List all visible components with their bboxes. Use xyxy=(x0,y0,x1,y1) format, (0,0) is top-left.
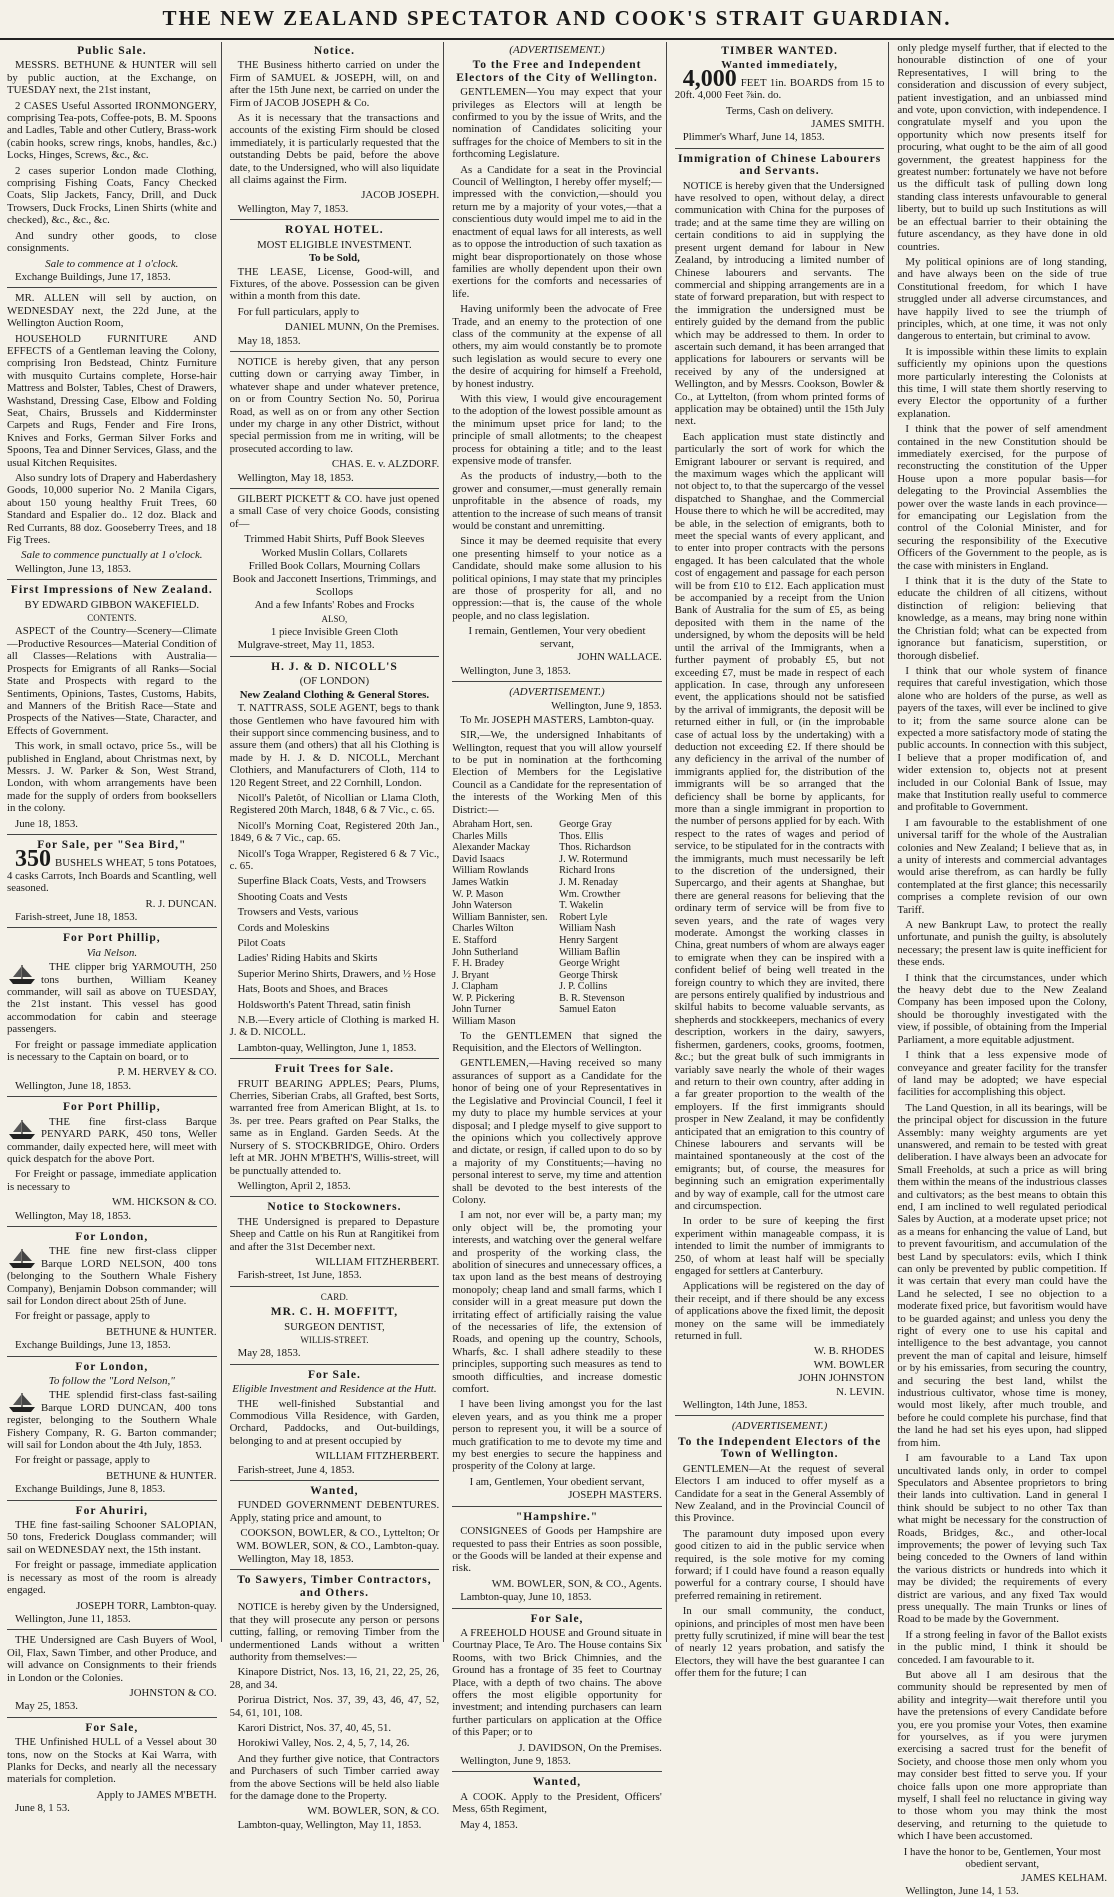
divider xyxy=(675,148,885,149)
sawyers-liability: And they further give notice, that Contractors and Purchasers of such Timber carried away from the above Sections will be held also liable for the damage done to the Property. xyxy=(229,1752,440,1802)
debentures-heading: Wanted, xyxy=(310,1485,359,1498)
chinese-paragraph: Applications will be registered on the day of their receipt, and if there should be any excess of applications above the fixed limit, the deposit money on the same will be immediately returned in full. xyxy=(674,1280,885,1343)
nicoll-item: Holdsworth's Patent Thread, satin finish xyxy=(237,998,411,1011)
advertisement-label: (ADVERTISEMENT.) xyxy=(509,685,605,698)
electors-heading: To the Free and Independent Electors of the City of Wellington. xyxy=(456,59,658,84)
advertisement-label: (ADVERTISEMENT.) xyxy=(731,1420,828,1433)
timber-address: Plimmer's Wharf, June 14, 1853. xyxy=(682,131,825,144)
wallace-date: Wellington, June 3, 1853. xyxy=(460,664,571,677)
kelham-paragraph: The paramount duty imposed upon every good citizen to aid in the public service when required, is the sole motive for my coming forward; if I could have found a reason equally powerful for a contrary course, I should have preferred remaining in retirement. xyxy=(674,1527,885,1602)
hampshire-address: Lambton-quay, June 10, 1853. xyxy=(460,1591,592,1604)
seabird-quantity: 350 xyxy=(15,846,51,873)
bethune-intro: MESSRS. BETHUNE & HUNTER will sell by public auction, at the Exchange, on TUESDAY next, the 21st instant, xyxy=(7,59,217,97)
nicoll-item: Pilot Coats xyxy=(237,937,286,949)
pickett-item: Frilled Book Collars, Mourning Collars xyxy=(248,560,421,573)
hull-signature: Apply to JAMES M'BETH. xyxy=(96,1788,217,1801)
salopian-ad: THE fine fast-sailing Schooner SALOPIAN, 50 tons, Frederick Douglass commander; will sail on WEDNESDAY next, the 15th instant. xyxy=(7,1519,217,1556)
ship-icon xyxy=(7,1247,37,1269)
nicoll-item: Nicoll's Paletôt, of Nicollian or Llama Cloth, Registered 20th March, 1848, 6 & 7 Vic., c. 65. xyxy=(229,791,440,817)
timber-wanted-sub: Wanted immediately, xyxy=(721,59,838,72)
signatory: Henry Sargent xyxy=(559,934,619,946)
fruit-date: Wellington, April 2, 1853. xyxy=(237,1179,351,1192)
masters-signature: JOSEPH MASTERS. xyxy=(568,1489,662,1502)
signatory: William Baflin xyxy=(559,946,621,958)
firm-change-notice: THE Business hitherto carried on under the Firm of SAMUEL & JOSEPH, will, on and after the 15th June next, be carried on under the Firm of JACOB JOSEPH & Co. xyxy=(229,59,440,109)
wallace-signature: JOHN WALLACE. xyxy=(577,651,662,664)
wallace-paragraph: With this view, I would give encouragement to the adoption of the lowest possible amount as the minimum upset price for land; to the principle of small allotments; to the cheapest process for obtaining a title; and to the least expensive mode of transfer. xyxy=(452,392,662,467)
masters-requisition: SIR,—We, the undersigned Inhabitants of Wellington, request that you will allow yourself to be put in nomination at the forthcoming Election of Members for the Legislative Council as a Candidate for the representation of the interests of the Working Men of this District:— xyxy=(452,729,662,816)
stockowners-ad: THE Undersigned is prepared to Depasture Sheep and Cattle on his Run at Rangitikei from and after the 31st December next. xyxy=(229,1215,440,1253)
sawyers-heading: To Sawyers, Timber Contractors, and Others. xyxy=(237,1574,432,1599)
chinese-signatory: JOHN JOHNSTON xyxy=(798,1372,885,1385)
penyard-ad: THE fine first-class Barque PENYARD PARK, 450 tons, Weller commander, daily expected here, will meet with quick despatch for the above Port. xyxy=(7,1115,217,1165)
pickett-item: Book and Jacconett Insertions, Trimmings, and Scollops xyxy=(232,573,437,598)
divider xyxy=(7,287,217,288)
signatory: Robert Lyle xyxy=(559,911,608,923)
kelham-paragraph: I think that a less expensive mode of conveyance and greater facility for the transfer of land may be adopted; we have especial facilities for accomplishing this object. xyxy=(897,1049,1108,1099)
pickett-item: Trimmed Habit Shirts, Puff Book Sleeves xyxy=(244,533,425,546)
divider xyxy=(230,488,440,489)
signatory: William Bannister, sen. xyxy=(452,911,548,923)
cook-heading: Wanted, xyxy=(532,1776,582,1789)
hutt-subheading: Eligible Investment and Residence at the Hutt. xyxy=(232,1383,437,1396)
signatories-left xyxy=(452,819,555,1028)
debentures-ad: FUNDED GOVERNMENT DEBENTURES. Apply, stating price and amount, to xyxy=(229,1499,440,1524)
chinese-paragraph: Each application must state distinctly and particularly the sort of work for which the Emigrant labourer or servant is required, and the maximum wages which the applicant will not object to, to that the supercargo of the vessel dispatched to Shanghae, and the Commercial House there to which he will be accredited, may be able, in the selection of emigrants, both to meet the special wants of every applicant, and to enter into proper contracts with the persons engaged. It has been calculated that the whole cost of engagement and passage for each person will be from £10 to £12. Each application must be accompanied by a receipt from the Union Bank of Australia for the sum of £5, as being deposited with them in the name of the undersigned, by whom the deposits will be held until the arrival of the Immigrants, when a further payment of probably £5, but not exceeding £7, must be made in respect of each application. In case, through any unforeseen event, the applications should not be satisfied by the arrival of immigrants, the deposit will be returned either in full, or (in the improbable case of actual loss by the undertaking) with a deduction not exceeding £2. If there should be any deficiency in the arrival of the number of immigrants applied for, the distribution of the immigrants will be so arranged that the deficiency shall be borne by applicants, for more than a single immigrant in proportion to the number of persons applied for by each. With respect to the rates of wages and period of service, to be stipulated for in the contracts with the immigrants, much must necessarily be left to the discretion of the undersigned, their Supercargo, and their agents at Shanghae, but there are general reasons for believing that the ordinary term of service will be from five to seven years, and the rate of wages very moderate. Amongst the working classes in China, great numbers of whom are always eager to emigrate when they can be inspired with a confident belief of being well treated in the foreign country to which they are invited, there are persons entirely qualified by industrious and skilful habits to become valuable servants, as shepherds and stockkeepers, mechanics of every description, workers in the dairy, sawyers, fishermen, gardeners, cooks, grooms, footmen, &c.; but the great bulk of such immigrants in variably save nearly the whole of their wages and return to their own country, after adding in a far greater proportion to the wealth of the employers. If the first immigrants should prosper in New Zealand, it may be confidently anticipated that an emigration to this country of Chinese labourers and servants will be maintained spontaneously at the cost of the emigrants; but, of course, the measures for beginning such an emigration experimentally and by way of example, call for the utmost care and circumspection. xyxy=(674,430,885,1212)
kelham-paragraph: only pledge myself further, that if elected to the honourable distinction of one of your Representatives, I will bring to the consideration and discussion of every subject, patient investigation, and an unbiassed mind and vote, upon conviction, with independence. I congratulate myself and you upon the opportunity which now presents itself for procuring, what ought to be the aim of all good government, the greatest happiness for the greatest number: fortunately we have not before us the difficult task of pulling down long standing class interests unfavourable to general liberty, but to build up such Institutions as will be an effectual barrier to their obtaining the future ascendancy, as they have done in old countries. xyxy=(897,42,1108,253)
hampshire-heading: "Hampshire." xyxy=(515,1510,599,1523)
masters-paragraph: I have been living amongst you for the last eleven years, and as you think me a proper person to represent you, it will be a source of much gratification to me to devote my time and my best energies to secure the happiness and prosperity of the Colony at large. xyxy=(452,1398,662,1473)
seabird-address: Farish-street, June 18, 1853. xyxy=(15,911,138,923)
ahuriri-heading: For Ahuriri, xyxy=(75,1504,149,1517)
divider xyxy=(230,1286,440,1287)
signatory: F. H. Bradey xyxy=(452,958,504,970)
divider xyxy=(230,1364,440,1365)
royal-hotel-apply: For full particulars, apply to xyxy=(237,305,360,318)
phillip-freight: For freight or passage immediate application is necessary to the Captain on board, or to xyxy=(7,1038,217,1064)
chinese-paragraph: In order to be sure of keeping the first experiment within manageable compass, it is intended to limit the number of immigrants to 250, of whom at least half will be specially engaged for settlers at Canterbury. xyxy=(674,1215,885,1277)
divider xyxy=(7,1500,217,1501)
nicoll-address: Lambton-quay, Wellington, June 1, 1853. xyxy=(237,1041,417,1054)
freehold-date: Wellington, June 9, 1853. xyxy=(460,1755,571,1767)
cash-buyers-date: May 25, 1853. xyxy=(15,1700,78,1713)
hutt-signature: WILLIAM FITZHERBERT. xyxy=(315,1450,440,1463)
signatory: Thos. Richardson xyxy=(559,842,631,854)
column-5 xyxy=(894,42,1110,1897)
divider xyxy=(452,681,662,682)
sawyers-kinapore: Kinapore District, Nos. 13, 16, 21, 22, 25, 26, 28, and 34. xyxy=(229,1666,440,1691)
divider xyxy=(230,1058,440,1059)
firm-debts-notice: As it is necessary that the transactions and accounts of the existing Firm should be closed immediately, it is particularly requested that the outstanding Debts be paid, before the above date, to the Undersigned, who will also liquidate all claims against the Firm. xyxy=(229,112,440,187)
nicoll-item: Shooting Coats and Vests xyxy=(237,890,348,903)
nicoll-item: Superfine Black Coats, Vests, and Trowsers xyxy=(237,875,427,888)
signatory: John Waterson xyxy=(452,900,513,912)
divider xyxy=(675,1415,885,1416)
allen-intro: MR. ALLEN will sell by auction, on WEDNESDAY next, the 22d June, at the Wellington Auction Room, xyxy=(7,292,217,330)
divider xyxy=(230,656,440,657)
columns xyxy=(4,42,1110,1897)
alzdorf-date: Wellington, May 18, 1853. xyxy=(237,471,354,484)
seabird-ad xyxy=(7,846,217,895)
timber-terms: Terms, Cash on delivery. xyxy=(725,104,834,117)
timber-wanted-heading: TIMBER WANTED. xyxy=(721,45,838,57)
divider xyxy=(7,1717,217,1718)
kelham-paragraph: The Land Question, in all its bearings, will be the principal object for discussion in the future Assembly: many weighty arguments are yet unanswered, and remain to be tested with great deliberation. I have always been an advocate for Small Freeholds, at such a price as will bring them within the means of the industrious classes and cultivators; as the best means to obtain this end, I am inclined to well regulated periodical Sales by Auction, at a moderate upset price; not as a means for enhancing the value of Land, but to prevent favouritism, and accumulation of the best Land by speculators: evils, which I think can only be prevented by public competition. If it was certain that every man could have the Land he selected, I see no objection to a moderate fixed price, but favoritism would have to be guarded against; and unless you deny the right of every one to use his capital and intelligence to the best advantage, you cannot prevent the man of capital and leisure, himself or by his emissaries, from securing the country, and securing the best land, whilst the industrious cultivator, whose time is money, would most likely, after much trouble, and before he could complete his purchase, find that the land he had set his eyes upon, had slipped from him. xyxy=(897,1101,1108,1449)
phillip-heading: For Port Phillip, xyxy=(63,932,161,945)
signatories-list xyxy=(452,819,662,1028)
fruit-ad: FRUIT BEARING APPLES; Pears, Plums, Cherries, Siberian Crabs, all Grafted, best Sorts, warranted free from American Blight, at 1s. to 3s. per tree. Pears grafted on Pear Stalks, the same as in England. Garden Seeds. At the Nursery of S. STOCKBRIDGE, Ohiro. Orders left at MR. JOHN M'BETH'S, Willis-street, will be punctually attended to. xyxy=(229,1077,440,1177)
royal-hotel-lease: THE LEASE, License, Good-will, and Fixtures, of the above. Possession can be given within a month from this date. xyxy=(229,265,440,303)
nicoll-subheading: New Zealand Clothing & General Stores. xyxy=(239,688,430,701)
nicoll-heading: H. J. & D. NICOLL'S xyxy=(271,660,398,673)
ahuriri-freight: For freight or passage, immediate application is necessary as most of the room is already engaged. xyxy=(7,1559,217,1597)
kelham-closing: I have the honor to be, Gentlemen, Your most obedient servant, xyxy=(903,1845,1101,1871)
wallace-paragraph: Since it may be deemed requisite that every one presenting himself to your notice as a Candidate, should make some allusion to his political opinions, I may state that my principles are those of prosperity for all, and no oppression:—that is, the cause of the whole people, and no class legislation. xyxy=(452,535,662,622)
signatory: T. Wakelin xyxy=(559,900,604,912)
bethune-address: Exchange Buildings, June 17, 1853. xyxy=(15,270,171,283)
signatory: J. Bryant xyxy=(452,969,489,981)
chinese-immigration-heading: Immigration of Chinese Labourers and Servants. xyxy=(677,152,882,178)
signatory: W. P. Pickering xyxy=(452,992,515,1004)
timber-text: FEET 1in. BOARDS from 15 to 20ft. 4,000 Feet ⅞in. do. xyxy=(674,76,885,102)
signatory: Charles Mills xyxy=(452,830,508,842)
london2-freight: For freight or passage, apply to xyxy=(15,1454,150,1467)
masters-closing: I am, Gentlemen, Your obedient servant, xyxy=(469,1475,645,1488)
masters-paragraph: GENTLEMEN,—Having received so many assurances of support as a Candidate for the honor of being one of your Representatives in the Legislative and Provincial Council, I feel it my duty to place my humble services at your disposal; and I pledge myself to give support to the opinions which you collectively approve and dictate, or resign, if called upon to do so by a majority of my Constituents;—having no personal interest to serve, my time and attention shall be devoted to the best interests of the Colony. xyxy=(452,1057,662,1206)
timber-notice: NOTICE is hereby given, that any person cutting down or carrying away Timber, in whatever shape and under whatever pretence, on or from Country Section No. 50, Porirua Road, as well as on or from any other Section under my charge in any other District, without special permission from me in writing, will be prosecuted according to law. xyxy=(229,355,440,455)
notice-date: Wellington, May 7, 1853. xyxy=(237,202,349,215)
ahuriri-date: Wellington, June 11, 1853. xyxy=(15,1612,131,1625)
moffitt-address: WILLIS-STREET. xyxy=(300,1334,369,1345)
furniture-sale-time: Sale to commence punctually at 1 o'clock. xyxy=(21,549,203,562)
pickett-cloth: 1 piece Invisible Green Cloth xyxy=(270,626,398,639)
sawyers-notice: NOTICE is hereby given by the Undersigned, that they will prosecute any person or persons cutting, falling, or removing Timber from the undermentioned Lands without a written authority from themselves:— xyxy=(229,1601,440,1663)
nicoll-item: Nicoll's Toga Wrapper, Registered 6 & 7 Vic., c. 65. xyxy=(229,847,440,872)
chinese-signatory: WM. BOWLER xyxy=(813,1358,885,1371)
divider xyxy=(452,1771,662,1772)
wakefield-heading: First Impressions of New Zealand. xyxy=(10,584,213,597)
chinese-signatory: W. B. RHODES xyxy=(814,1345,885,1358)
nicoll-item: Cords and Moleskins xyxy=(237,921,330,934)
phillip-signature: P. M. HERVEY & CO. xyxy=(117,1066,217,1079)
royal-hotel-tobesold: To be Sold, xyxy=(308,252,360,265)
london2-follow: To follow the "Lord Nelson," xyxy=(48,1375,175,1387)
chinese-date: Wellington, 14th June, 1853. xyxy=(682,1399,808,1412)
hull-heading: For Sale, xyxy=(85,1721,139,1734)
hutt-heading: For Sale. xyxy=(307,1368,361,1381)
yarmouth-ad: THE clipper brig YARMOUTH, 250 tons burthen, William Keaney commander, will sail as above on TUESDAY, the 21st instant. This vessel has good accommodation for cabin and steerage passengers. xyxy=(7,961,217,1036)
signatory: J. Clapham xyxy=(452,981,499,993)
kelham-addressee: To the Independent Electors of the Town of Wellington. xyxy=(677,1435,882,1461)
nicoll-item: Ladies' Riding Habits and Skirts xyxy=(237,952,378,965)
wakefield-author: BY EDWARD GIBBON WAKEFIELD. xyxy=(24,598,200,611)
lord-nelson-ad: THE fine new first-class clipper Barque LORD NELSON, 400 tons (belonging to the Southern Whale Fishery Company), Benjamin Dobson commander; will sail for London direct about 25th of June. xyxy=(7,1245,217,1307)
sale-time: Sale to commence at 1 o'clock. xyxy=(45,257,179,270)
nicoll-london: (OF LONDON) xyxy=(299,675,370,688)
moffitt-date: May 28, 1853. xyxy=(237,1347,301,1360)
column-2 xyxy=(227,42,443,1831)
london-address: Exchange Buildings, June 13, 1853. xyxy=(15,1339,171,1352)
column-rule xyxy=(221,42,226,1642)
london2-signature: BETHUNE & HUNTER. xyxy=(105,1469,217,1482)
nicoll-item: Hats, Boots and Shoes, and Braces xyxy=(237,983,388,996)
signatory: William Mason xyxy=(452,1016,516,1028)
phillip-date: Wellington, June 18, 1853. xyxy=(15,1079,132,1092)
masters-date: Wellington, June 9, 1853. xyxy=(551,700,662,713)
freehold-signature: J. DAVIDSON, On the Premises. xyxy=(518,1741,662,1754)
divider xyxy=(7,834,217,835)
ironmongery-ad: 2 CASES Useful Assorted IRONMONGERY, comprising Tea-pots, Coffee-pots, B. M. Spoons and Ladles, Table and other Cutlery, Brass-work (cabin hooks, screw rings, knobs, handles, &c.) Locks, Hinges, Screws, &c., &c. xyxy=(7,99,217,162)
debentures-date: Wellington, May 18, 1853. xyxy=(237,1553,354,1566)
clothing-ad: 2 cases superior London made Clothing, comprising Fishing Coats, Fancy Checked Coats, Slip Jackets, Fancy, Drill, and Duck Trowsers, Duck Frocks, Linen Shirts (white and checked), &c., &c., &c. xyxy=(7,164,217,227)
hampshire-ad: CONSIGNEES of Goods per Hampshire are requested to pass their Entries as soon possible, or the Goods will be landed at their expense and risk. xyxy=(452,1525,662,1575)
kelham-paragraph: If a strong feeling in favor of the Ballot exists in the public mind, I think it should be conceded. I am favourable to it. xyxy=(897,1628,1108,1666)
phillip2-heading: For Port Phillip, xyxy=(63,1101,161,1114)
signatories-right xyxy=(559,819,662,1028)
nicoll-item: Superior Merino Shirts, Drawers, and ½ Hose xyxy=(237,967,436,980)
column-rule xyxy=(666,42,671,1642)
column-1 xyxy=(4,42,220,1815)
nicoll-item: Nicoll's Morning Coat, Registered 20th Jan., 1849, 6 & 7 Vic., cap. 65. xyxy=(229,819,440,845)
masters-reply-addressee: To the GENTLEMEN that signed the Requisition, and the Electors of Wellington. xyxy=(452,1029,662,1055)
signatory: George Wright xyxy=(559,958,620,970)
wallace-closing: I remain, Gentlemen, Your very obedient servant, xyxy=(468,625,646,650)
phillip-via: Via Nelson. xyxy=(86,946,138,959)
advertisement-label: (ADVERTISEMENT.) xyxy=(509,44,605,56)
divider xyxy=(7,579,217,580)
stockowners-heading: Notice to Stockowners. xyxy=(267,1201,402,1214)
notice-heading: Notice. xyxy=(313,45,355,57)
seabird-heading: For Sale, per "Sea Bird," xyxy=(37,838,187,851)
divider xyxy=(230,351,440,352)
signatory: W. P. Mason xyxy=(452,888,504,900)
wakefield-publication: This work, in small octavo, price 5s., will be published in England, about Christmas next, by Messrs. J. W. Parker & Son, West Strand, London, with whom arrangements have been made for the supply of orders from booksellers in the colony. xyxy=(7,740,217,815)
london-freight: For freight or passage, apply to xyxy=(15,1310,150,1323)
divider xyxy=(7,1226,217,1227)
debentures-signature: COOKSON, BOWLER, & CO., Lyttelton; Or WM. BOWLER, SON, & CO., Lambton-quay. xyxy=(236,1527,440,1552)
stockowners-address: Farish-street, 1st June, 1853. xyxy=(237,1269,362,1282)
column-rule xyxy=(888,42,893,1642)
cash-buyers-signature: JOHNSTON & CO. xyxy=(129,1686,217,1699)
pickett-item: Worked Muslin Collars, Collarets xyxy=(261,546,408,559)
pickett-ad: GILBERT PICKETT & CO. have just opened a small Case of very choice Goods, consisting of— xyxy=(229,493,440,530)
signatory: William Nash xyxy=(559,923,616,935)
signatory: Charles Wilton xyxy=(452,923,514,935)
timber-signature: JAMES SMITH. xyxy=(811,118,885,131)
phillip2-freight: For Freight or passage, immediate application is necessary to xyxy=(7,1168,217,1193)
wakefield-date: June 18, 1853. xyxy=(15,817,78,830)
wallace-paragraph: As a Candidate for a seat in the Provincial Council of Wellington, I hereby offer myself;—impressed with the conviction,—should you return me by a majority of your votes,—that a conscientious duty would impel me to aid in the enactment of equal laws for all interests, as well as to oppose the introduction of such taxation as might bear disproportionately on those whose families are wholly dependent upon their own exertions for the comforts and necessaries of life. xyxy=(452,163,662,300)
hull-ad: THE Unfinished HULL of a Vessel about 30 tons, now on the Stocks at Kai Warra, with Planks for Decks, and nearly all the necessary materials for completion. xyxy=(7,1736,217,1786)
sawyers-porirua: Porirua District, Nos. 37, 39, 43, 46, 47, 52, 54, 61, 101, 108. xyxy=(229,1694,440,1719)
column-4 xyxy=(672,42,888,1680)
kelham-paragraph: I am favourable to a Land Tax upon uncultivated lands only, in order to compel Speculators and Absentee proprietors to bring their lands into cultivation. Land in general I think should be subject to no other Tax than what might be necessary for the construction of Roads, Bridges, &c., and other-local improvements; the power of levying such Tax being conceded to the Owners of land within the various districts or hundreds into which it may be divided; the requirements of every district are various, and any fixed Tax would press unequally. The main Trunks or lines of Road to be made by the Government. xyxy=(897,1452,1108,1626)
nicoll-intro: T. NATTRASS, SOLE AGENT, begs to thank those Gentlemen who have favoured him with their support since commencing business, and to assure them (and others) that all his Clothing is made by H. J. & D. NICOLL, Merchant Clothiers, and Manufacturers of Cloth, 114 to 120 Regent Street, and 22 Cornhill, London. xyxy=(229,702,440,789)
drapery-ad: Also sundry lots of Drapery and Haberdashery Goods, 10,000 superior No. 2 Manila Cigars, about 150 young healthy Fruit Trees, 60 Standard and Espalier do.. 12 doz. Black and Red Currants, 88 doz. Gooseberry Trees, and 18 Fig Trees. xyxy=(7,472,217,547)
london-signature: BETHUNE & HUNTER. xyxy=(105,1325,217,1338)
column-3 xyxy=(449,42,665,1831)
kelham-paragraph: It is impossible within these limits to explain sufficiently my opinions upon the questions more particularly interesting the Colonists at this time, I will state them shortly reserving to every Elector the opportunity of a further explanation. xyxy=(897,345,1108,420)
kelham-paragraph: I think that our whole system of finance requires that careful investigation, which those alone who are holders of the purse, as well as payers of the taxes, will ever be inclined to give to it; from the same source alone can be expected a more satisfactory mode of stating the public accounts. In connection with this subject, I believe that a proper modification of, and wider extension to, objects not at present included in our Colonial Bank of Issue, may make that Institution really useful to commerce and profitable to Government. xyxy=(897,664,1108,814)
kelham-paragraph: GENTLEMEN—At the request of several Electors I am induced to offer myself as a Candidate for a seat in the General Assembly of New Zealand, and in the Provincial Council of this Province. xyxy=(674,1462,885,1525)
ship-icon xyxy=(7,963,37,985)
divider xyxy=(230,1569,440,1570)
newspaper-title: THE NEW ZEALAND SPECTATOR AND COOK'S STRAIT GUARDIAN. xyxy=(162,6,952,30)
royal-hotel-signature: DANIEL MUNN, On the Premises. xyxy=(284,321,440,334)
signatory: J. M. Renaday xyxy=(559,876,618,888)
cook-ad: A COOK. Apply to the President, Officers' Mess, 65th Regiment, xyxy=(452,1790,662,1816)
signatory: Richard Irons xyxy=(559,865,615,877)
phillip2-date: Wellington, May 18, 1853. xyxy=(15,1209,132,1222)
hampshire-signature: WM. BOWLER, SON, & CO., Agents. xyxy=(491,1577,662,1590)
divider xyxy=(7,1096,217,1097)
kelham-paragraph: I think that it is the duty of the State to educate the children of all citizens, without distinction of religion: believing that knowledge, as a means, may bring none within the Christian fold; what can be expected from ignorance but fanaticism, superstition, or thorough disbelief. xyxy=(897,575,1108,662)
kelham-paragraph: But above all I am desirous that the community should be represented by men of ability and integrity—wait therefore until you have the pretensions of every Candidate before you, ere you promise your Votes, then examine for yourselves, as if you were jurymen exercising a sacred trust for the benefit of Society, and choose those men only whom you may consider best fitted to serve you. If your choice falls upon one more appropriate than myself, I shall feel no reluctance in giving way to those whom you may think the most deserving, and returning to the quietude to which I have been accustomed. xyxy=(897,1669,1108,1843)
signatory: E. Stafford xyxy=(452,934,497,946)
signatory: J. P. Collins xyxy=(559,981,608,993)
kelham-paragraph: A new Bankrupt Law, to protect the really unfortunate, and punish the guilty, is absolutely necessary; the present law is quite inefficient for these ends. xyxy=(897,919,1108,969)
wallace-paragraph: Having uniformly been the advocate of Free Trade, and an enemy to the protection of one class of the community at the expense of all others, my aim would constantly be to promote such legislation as would secure to every one the desire of acquiring for himself a Freehold, by honest industry. xyxy=(452,303,662,390)
divider xyxy=(452,1608,662,1609)
timber-quantity: 4,000 xyxy=(682,65,737,92)
ahuriri-signature: JOSEPH TORR, Lambton-quay. xyxy=(76,1599,217,1612)
kelham-paragraph: I think that the power of self amendment contained in the new Constitution should be immediately exercised, for the purpose of reconstructing the constitution of the Upper House upon a more popular basis—for delegating to the Provincial Assemblies the power over the waste lands in each province—for emancipating our Legislation from the control of the Colonial Minister, and for securing the responsibility of the Executive Officers of the Government to the people, as is the case with ministers in England. xyxy=(897,423,1108,572)
masters-paragraph: I am not, nor ever will be, a party man; my only object will be, the promoting your interests, and watching over the general welfare and prosperity of the working class, the abolition of sinecures and unnecessary offices, a tax upon land as the best means of destroying monopoly; cheap land and small farms, which I consider will in a great measure put down the irritating effect of artificially raising the value of the necessaries of life, the extension of Roads, and opening up the country, Schools, Wharfs, &c. I shall adhere steadily to these principles, supporting such measures as tend to smooth difficulties, and increase domestic comfort. xyxy=(452,1209,662,1396)
ship-icon xyxy=(7,1118,37,1140)
signatory: Samuel Eaton xyxy=(559,1004,616,1016)
signatory: Thos. Ellis xyxy=(559,830,604,842)
masthead xyxy=(0,0,1114,40)
kelham-paragraph: I think that the circumstances, under which the heavy debt due to the New Zealand Company has been imposed upon the Colony, should be thoroughly investigated with the view, if possible, of obtaining from the Imperial Parliament, a more equitable adjustment. xyxy=(897,971,1108,1046)
hutt-address: Farish-street, June 4, 1853. xyxy=(237,1463,355,1476)
nicoll-nb: N.B.—Every article of Clothing is marked H. J. & D. NICOLL. xyxy=(229,1014,440,1039)
cook-date: May 4, 1853. xyxy=(460,1818,518,1831)
pickett-also: ALSO, xyxy=(321,613,348,624)
divider xyxy=(230,1196,440,1197)
divider xyxy=(7,927,217,928)
sawyers-karori: Karori District, Nos. 37, 40, 45, 51. xyxy=(237,1721,392,1734)
signatory: George Thirsk xyxy=(559,969,618,981)
sawyers-horokiwi: Horokiwi Valley, Nos. 2, 4, 5, 7, 14, 26. xyxy=(237,1737,410,1750)
masters-addressee: To Mr. JOSEPH MASTERS, Lambton-quay. xyxy=(460,713,654,726)
hutt-ad: THE well-finished Substantial and Commodious Villa Residence, with Garden, Orchard, Paddocks, and Out-buildings, belonging to and at present occupied by xyxy=(229,1397,440,1447)
divider xyxy=(7,1356,217,1357)
pickett-address: Mulgrave-street, May 11, 1853. xyxy=(237,639,375,652)
divider xyxy=(230,1480,440,1481)
london-heading: For London, xyxy=(75,1230,149,1243)
consignments-ad: And sundry other goods, to close consignments. xyxy=(7,229,217,255)
hull-date: June 8, 1 53. xyxy=(15,1802,70,1815)
cash-buyers-ad: THE Undersigned are Cash Buyers of Wool, Oil, Flax, Sawn Timber, and other Produce, and will advance on Consignments to their friends in London or the Colonies. xyxy=(7,1634,217,1684)
wakefield-contents: CONTENTS. xyxy=(87,613,137,624)
kelham-paragraph: In our small community, the conduct, opinions, and principles of most men have been pretty fully scrutinized, if mine will bear the test of nearly 12 years probation, and satisfy the Electors, they will have the best guarantee I can offer them for the future; I can xyxy=(674,1605,885,1680)
pickett-item: And a few Infants' Robes and Frocks xyxy=(254,599,415,612)
lord-duncan-ad: THE splendid first-class fast-sailing Barque LORD DUNCAN, 400 tons register, belonging to the Southern Whale Fishery Company, R. G. Barton commander; will sail for London about the 4th July, 1853. xyxy=(7,1389,217,1452)
signatory: J. W. Rotermund xyxy=(559,853,628,865)
card-heading: CARD. xyxy=(320,1291,349,1302)
moffitt-heading: MR. C. H. MOFFITT, xyxy=(270,1306,399,1319)
fruit-heading: Fruit Trees for Sale. xyxy=(274,1063,394,1076)
moffitt-title: SURGEON DENTIST, xyxy=(284,1320,385,1333)
phillip2-signature: WM. HICKSON & CO. xyxy=(111,1196,217,1209)
signatory: George Gray xyxy=(559,818,612,830)
wakefield-summary: ASPECT of the Country—Scenery—Climate—Productive Resources—Material Condition of all Classes—Relations with Australia—Prospects for Emigrants of all Ranks—Social State and Prospects with regard to the Sentiments, Opinions, Tastes, Customs, Habits, and Manners of the British Race—State and Prospects of the Natives—State, Character, and Effects of Government. xyxy=(7,625,217,737)
notice-signature: JACOB JOSEPH. xyxy=(361,189,440,202)
furniture-ad: HOUSEHOLD FURNITURE AND EFFECTS of a Gentleman leaving the Colony, comprising Iron Bedstead, Chintz Furniture with musquito Curtains complete, Horse-hair Mattress and Bolster, Tables, Chest of Drawers, Washstand, Dressing Case, Elbow and Folding Seat, Chairs, Brussels and Kidderminster Carpets and Rugs, Fender and Fire Irons, Knives and Forks, German Silver Forks and Spoons, Tea and Dinner Services, Glass, and the usual Kitchen Requisites. xyxy=(7,332,217,469)
signatory: David Isaacs xyxy=(452,853,505,865)
freehold-ad: A FREEHOLD HOUSE and Ground situate in Courtnay Place, Te Aro. The House contains Six Rooms, with two Brick Chimnies, and the Ground has a frontage of 35 feet to Courtnay Place, with a depth of two chains. The above offers the most eligible opportunity for investment; and intending purchasers can learn further particulars on application at the Office of this Paper; or to xyxy=(452,1626,662,1739)
kelham-paragraph: My political opinions are of long standing, and have always been on the side of true Constitutional freedom, for which I have struggled under all adverse circumstances, and have happily lived to see the triumph of principles, which, at one time, it was not only dangerous to entertain, but criminal to avow. xyxy=(897,255,1108,343)
chinese-paragraph: NOTICE is hereby given that the Undersigned have resolved to open, without delay, a direct communication with China for the purposes of trade; and at the same time they are willing on certain conditions to aid in supplying the present urgent demand for labour in New Zealand, by introducing a limited number of Chinese labourers and servants. The commercial and shipping arrangements are in a state of forward preparation, but with respect to the immigration the undersigned must be entirely guided by the demand from the public which may be addressed to them. In order to ascertain such demand, it has been arranged that applications for labourers or servants will be received by any of the undersigned at Wellington, and by Messrs. Cookson, Bowler & Co., at Lyttelton, (from whom printed forms of application may be obtained) until the 15th July next. xyxy=(674,179,885,428)
london2-address: Exchange Buildings, June 8, 1853. xyxy=(15,1483,166,1496)
signatory: William Rowlands xyxy=(452,865,529,877)
kelham-signature: JAMES KELHAM. xyxy=(1021,1871,1108,1884)
kelham-paragraph: I am favourable to the establishment of one universal tariff for the whole of the Australian colonies and New Zealand; I believe that as, in a unity of interests and commercial advantages would arise therefrom, as can hardly be fully contemplated at the first glance; this necessarily comprises a complete revision of our own Tariff. xyxy=(897,816,1108,916)
furniture-date: Wellington, June 13, 1853. xyxy=(15,562,132,575)
public-sale-heading: Public Sale. xyxy=(77,45,147,57)
royal-hotel-heading: ROYAL HOTEL. xyxy=(285,224,384,237)
royal-hotel-date: May 18, 1853. xyxy=(237,334,301,347)
signatory: B. R. Stevenson xyxy=(559,992,625,1004)
alzdorf-signature: CHAS. E. v. ALZDORF. xyxy=(331,458,440,471)
royal-hotel-subheading: MOST ELIGIBLE INVESTMENT. xyxy=(257,238,412,251)
signatory: John Sutherland xyxy=(452,946,519,958)
stockowners-signature: WILLIAM FITZHERBERT. xyxy=(315,1255,440,1268)
freehold-heading: For Sale, xyxy=(530,1612,584,1625)
sawyers-address: Lambton-quay, Wellington, May 11, 1853. xyxy=(237,1818,422,1831)
kelham-date: Wellington, June 14, 1 53. xyxy=(905,1884,1019,1897)
divider xyxy=(452,1506,662,1507)
column-rule xyxy=(443,42,448,1642)
signatory: Abraham Hort, sen. xyxy=(452,818,533,830)
seabird-signature: R. J. DUNCAN. xyxy=(145,897,217,910)
signatory: John Turner xyxy=(452,1004,502,1016)
wallace-paragraph: GENTLEMEN—You may expect that your privileges as Electors will at length be confirmed to you by the issue of Writs, and the nomination of Candidates soliciting your suffrages for the choice of Members to sit in the forthcoming Legislature. xyxy=(452,86,662,161)
chinese-signatory: N. LEVIN. xyxy=(836,1385,885,1398)
divider xyxy=(7,1629,217,1630)
divider xyxy=(230,219,440,220)
signatory: James Watkin xyxy=(452,876,509,888)
seabird-text: BUSHELS WHEAT, 5 tons Potatoes, 4 casks Carrots, Inch Boards and Scantling, well seasoned. xyxy=(7,857,217,895)
signatory: Wm. Crowther xyxy=(559,888,621,900)
london2-heading: For London, xyxy=(75,1360,149,1373)
wallace-paragraph: As the products of industry,—both to the grower and consumer,—must generally remain unprofitable in the absence of roads, my attention to the increase of such means of transit would be constant and unremitting. xyxy=(452,470,662,533)
sawyers-signature: WM. BOWLER, SON, & CO. xyxy=(307,1805,440,1818)
signatory: Alexander Mackay xyxy=(452,842,530,854)
nicoll-item: Trowsers and Vests, various xyxy=(237,906,359,919)
ship-icon xyxy=(7,1391,37,1413)
